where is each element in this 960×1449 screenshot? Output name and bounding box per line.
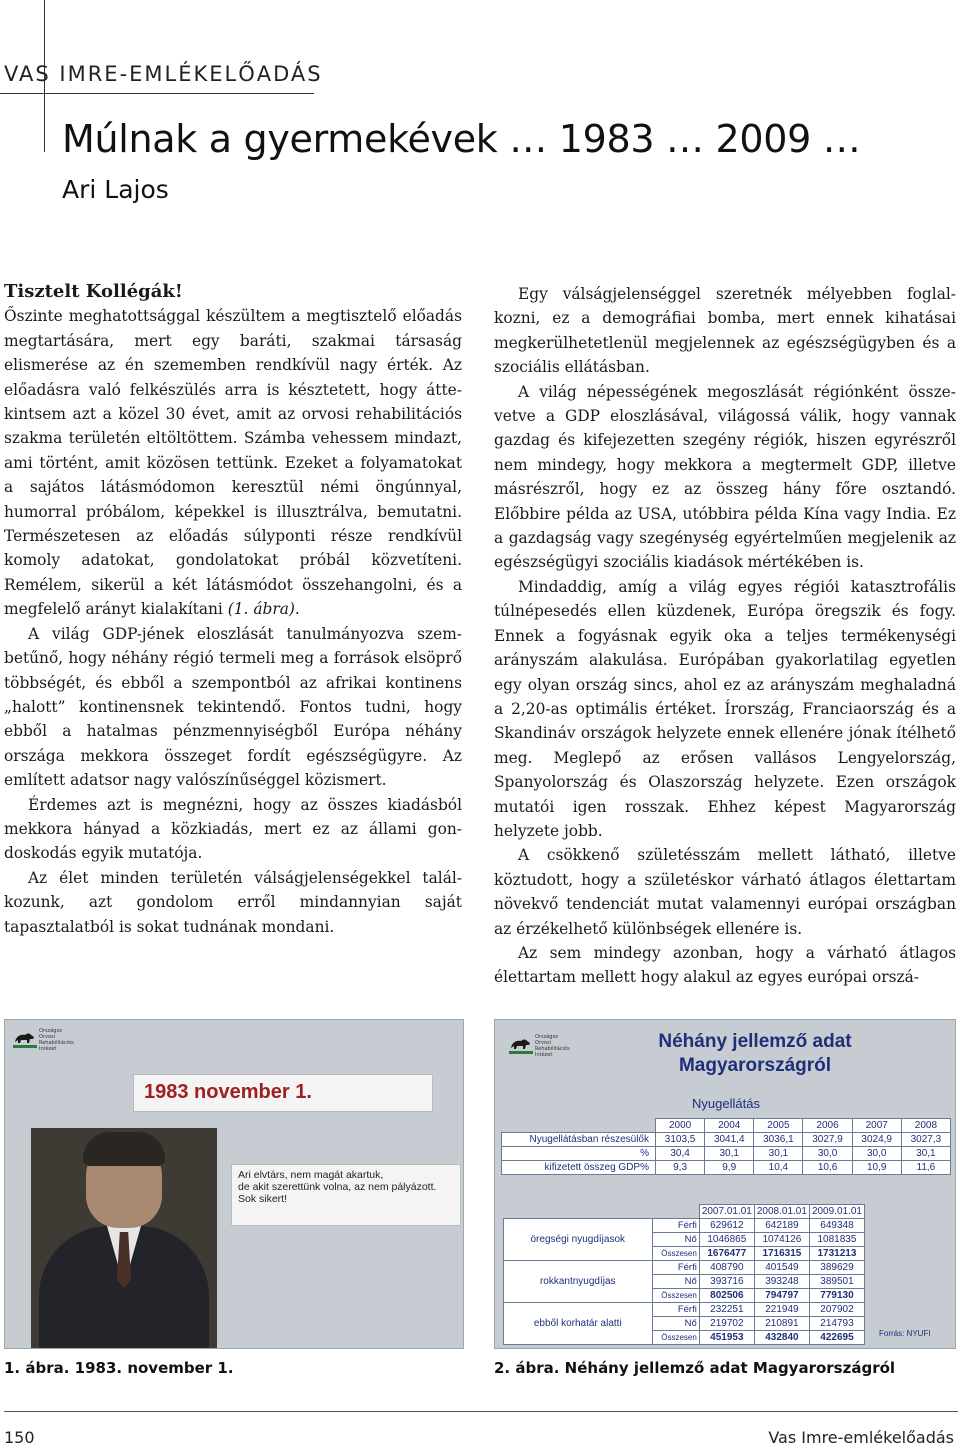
header-horizontal-rule <box>0 93 314 94</box>
row-label: kifizetett összeg GDP% <box>502 1161 656 1175</box>
table-cell: 214793 <box>809 1317 864 1331</box>
paragraph-3: Érdemes azt is megnézni, hogy az összes kiadásból mekkora hányad a közkiadás, mert ez az állami gondoskodás egyik mutatója. <box>4 795 462 863</box>
category-label: rokkantnyugdíjas <box>504 1261 653 1303</box>
table-cell: 408790 <box>699 1261 754 1275</box>
table-cell: 30,4 <box>656 1147 705 1161</box>
table-cell: 629612 <box>699 1219 754 1233</box>
bear-logo-icon <box>509 1034 533 1056</box>
row-label: Nyugellátásban részesülők <box>502 1133 656 1147</box>
sex-label: Összesen <box>652 1289 699 1303</box>
paragraph-4: Az élet minden területén válságjelenségekkel találkozunk, azt gondolom erről mindannyian saját tapasztalatból is sokat tudnának mondani. <box>4 868 462 936</box>
table-corner <box>652 1205 699 1219</box>
figure-1-slide <box>4 1019 464 1349</box>
table-cell: 422695 <box>809 1331 864 1345</box>
sex-label: Nő <box>652 1275 699 1289</box>
figure-1-caption: 1. ábra. 1983. november 1. <box>4 1359 234 1377</box>
category-label: öregségi nyugdíjasok <box>504 1219 653 1261</box>
figure-2-slide <box>494 1019 956 1349</box>
footer-journal-title: Vas Imre-emlékelőadás <box>768 1428 954 1447</box>
table-cell: 232251 <box>699 1303 754 1317</box>
table-cell: 11,6 <box>901 1161 950 1175</box>
paragraph-9: Az sem mindegy azonban, hogy a várható átlagos élettartam mellett hogy alakul az egyes európai orszá- <box>494 943 956 987</box>
sex-label: Nő <box>652 1233 699 1247</box>
portrait-photo <box>31 1128 217 1348</box>
slide-heading-line-2: Magyarországról <box>678 1055 832 1076</box>
table-cell: 30,1 <box>754 1147 803 1161</box>
table-cell: 219702 <box>699 1317 754 1331</box>
table-cell: 10,6 <box>803 1161 852 1175</box>
sex-label: Összesen <box>652 1247 699 1261</box>
table-cell: 3024,9 <box>852 1133 901 1147</box>
category-label: ebből korhatár alatti <box>504 1303 653 1345</box>
paragraph-8: A csökkenő születésszám mellett látható, illetve köztudott, hogy a születéskor várható átlagos élettartam növekvő tendenciát mutat valamennyi európai országban az érzékelhető különbségek ellenére is. <box>494 846 956 938</box>
logo-text: Országos Orvosi Rehabilitációs Intézet <box>535 1034 570 1058</box>
paragraph-1-text: Őszinte meghatottsággal készültem a megtisztelő előadás megtartására, mert egy baráti, szakmai társaság elismerése az én szememben rendkívül nagy érték. Az előadásra való felkészülés arra is késztetett, hogy áttekintsem azt a közel 30 évet, amit az orvosi rehabilitációs szakma területén eltöltöttem. Számba vehessem mindazt, ami történt, amit közösen tettünk. Ezeket a folyamatokat a sajátos látásmódomon keresztül némi öngúnnyal, humorral próbálom, képekkel is illusztrálva, bemutatni. Természetesen az előadás súlyponti része rendkívül komoly adatokat, gondolatokat próbál közvetíteni. Remélem, sikerül a két látásmódot összehangolni, és a megfelelő arányt kialakítani <box>4 307 462 619</box>
year-header: 2008 <box>901 1119 950 1133</box>
date-header: 2009.01.01 <box>809 1205 864 1219</box>
institute-logo <box>509 1034 569 1060</box>
paragraph-6: A világ népességének megoszlását régiónként összevetve a GDP eloszlásával, világossá válik, hogy vannak gazdag és kifejezetten szegény régiók, hiszen egyrészről nem mindegy, hogy mekkora a megtermelt GDP, illetve másrészről, hogy ez az összeg hány főre osztandó. Előbbire példa az USA, utóbbira példa Kína vagy India. Ez a gazdagság vagy szegénység egyértelműen megjelenik az egészségügyi szociális kiadások mértékében is. <box>494 382 956 572</box>
sex-label: Nő <box>652 1317 699 1331</box>
table-cell: 207902 <box>809 1303 864 1317</box>
table-cell: 3027,9 <box>803 1133 852 1147</box>
table-cell: 10,9 <box>852 1161 901 1175</box>
table-cell: 1676477 <box>699 1247 754 1261</box>
date-header: 2007.01.01 <box>699 1205 754 1219</box>
table-cell: 401549 <box>754 1261 809 1275</box>
slide-date: 1983 november 1. <box>144 1081 312 1103</box>
table-cell: 3027,3 <box>901 1133 950 1147</box>
table-cell: 30,0 <box>852 1147 901 1161</box>
table-cell: 9,3 <box>656 1161 705 1175</box>
quote-box: Ari elvtárs, nem magát akartuk, de akit szerettünk volna, az nem pályázott. Sok sikert! <box>231 1164 461 1226</box>
table-cell: 3103,5 <box>656 1133 705 1147</box>
paragraph-1 <box>4 304 462 621</box>
date-header: 2008.01.01 <box>754 1205 809 1219</box>
table-cell: 9,9 <box>705 1161 754 1175</box>
table-cell: 30,0 <box>803 1147 852 1161</box>
table-cell: 642189 <box>754 1219 809 1233</box>
table-cell: 451953 <box>699 1331 754 1345</box>
table-cell: 649348 <box>809 1219 864 1233</box>
footer-rule <box>4 1411 958 1412</box>
table-cell: 1716315 <box>754 1247 809 1261</box>
table-row <box>504 1261 865 1275</box>
table-cell: 3036,1 <box>754 1133 803 1147</box>
year-header: 2000 <box>656 1119 705 1133</box>
left-column <box>4 280 462 939</box>
table-cell: 393716 <box>699 1275 754 1289</box>
series-label: VAS IMRE-EMLÉKELŐADÁS <box>4 62 323 86</box>
article-title: Múlnak a gyermekévek … 1983 … 2009 … <box>62 117 861 161</box>
slide-heading <box>575 1030 935 1078</box>
table-corner <box>502 1119 656 1133</box>
table-cell: 30,1 <box>705 1147 754 1161</box>
year-header: 2005 <box>754 1119 803 1133</box>
table-header-row <box>502 1119 951 1133</box>
table-row <box>502 1147 951 1161</box>
table-cell: 1081835 <box>809 1233 864 1247</box>
source-note: Forrás: NYUFI <box>879 1329 931 1338</box>
row-label: % <box>502 1147 656 1161</box>
right-column <box>494 282 956 990</box>
sex-label: Férfi <box>652 1219 699 1233</box>
table-cell: 1731213 <box>809 1247 864 1261</box>
table-cell: 432840 <box>754 1331 809 1345</box>
slide-heading-line-1: Néhány jellemző adat <box>658 1031 852 1052</box>
year-header: 2007 <box>852 1119 901 1133</box>
table-cell: 794797 <box>754 1289 809 1303</box>
table-cell: 779130 <box>809 1289 864 1303</box>
bear-logo-icon <box>13 1028 37 1050</box>
sex-label: Összesen <box>652 1331 699 1345</box>
table-cell: 10,4 <box>754 1161 803 1175</box>
table-cell: 30,1 <box>901 1147 950 1161</box>
institute-logo <box>13 1028 73 1054</box>
table-cell: 221949 <box>754 1303 809 1317</box>
paragraph-5: Egy válságjelenséggel szeretnék mélyebben foglalkozni, ez a demográfiai bomba, mert ennek kihatásai megkerülhetetlenül megjelennek az egészségügyben és a szociális ellátásban. <box>494 285 956 377</box>
paragraph-2: A világ GDP-jének eloszlását tanulmányozva szembetűnő, hogy néhány régió termeli meg a források elsöprő többségét, és ebből a szempontból az afrikai kontinens „halott” kontinensnek tekintendő. Fontos tudni, hogy ebből a hatalmas pénzmennyiségből Európa néhány országa mekkora összeget fordít egészségügyre. Az említett adatsor nagy valószínűséggel közismert. <box>4 624 462 790</box>
table-cell: 393248 <box>754 1275 809 1289</box>
article-author: Ari Lajos <box>62 175 169 204</box>
table-cell: 3041,4 <box>705 1133 754 1147</box>
figure-reference: (1. ábra). <box>227 600 300 619</box>
pension-table <box>501 1118 951 1175</box>
date-box <box>133 1074 433 1112</box>
table-cell: 1046865 <box>699 1233 754 1247</box>
paragraph-7: Mindaddig, amíg a világ egyes régiói katasztrofális túlnépesedés ellen küzdenek, Európa öregszik és fogy. Ennek a fogyásnak egyik oka a teljes termékenységi arányszám alakulása. Európában gyakorlatilag egyetlen egy olyan ország sincs, ahol ez az arányszám meghaladná a 2,20-as optimális értéket. Írország, Franciaország és a Skandináv országok helyzete ennek ellenére jónak ítélhető meg. Meglepő az erősen vallásos Lengyelország, Spanyolország és Olaszország helyzete. Ezen országok mutatói igen rosszak. Ehhez képest Magyarország helyzete jobb. <box>494 577 956 840</box>
table-row <box>504 1303 865 1317</box>
table-header-row <box>504 1205 865 1219</box>
sex-label: Férfi <box>652 1303 699 1317</box>
greeting: Tisztelt Kollégák! <box>4 281 183 302</box>
table-row <box>504 1219 865 1233</box>
pensioners-table <box>503 1204 865 1345</box>
table-cell: 389629 <box>809 1261 864 1275</box>
table-cell: 389501 <box>809 1275 864 1289</box>
slide-subheading: Nyugellátás <box>692 1096 760 1111</box>
figure-2-caption: 2. ábra. Néhány jellemző adat Magyarországról <box>494 1359 896 1377</box>
table-cell: 1074126 <box>754 1233 809 1247</box>
sex-label: Férfi <box>652 1261 699 1275</box>
page-number: 150 <box>4 1428 35 1447</box>
table-row <box>502 1133 951 1147</box>
table-corner <box>504 1205 653 1219</box>
logo-text: Országos Orvosi Rehabilitációs Intézet <box>39 1028 74 1052</box>
year-header: 2004 <box>705 1119 754 1133</box>
year-header: 2006 <box>803 1119 852 1133</box>
table-cell: 802506 <box>699 1289 754 1303</box>
table-cell: 210891 <box>754 1317 809 1331</box>
table-row <box>502 1161 951 1175</box>
